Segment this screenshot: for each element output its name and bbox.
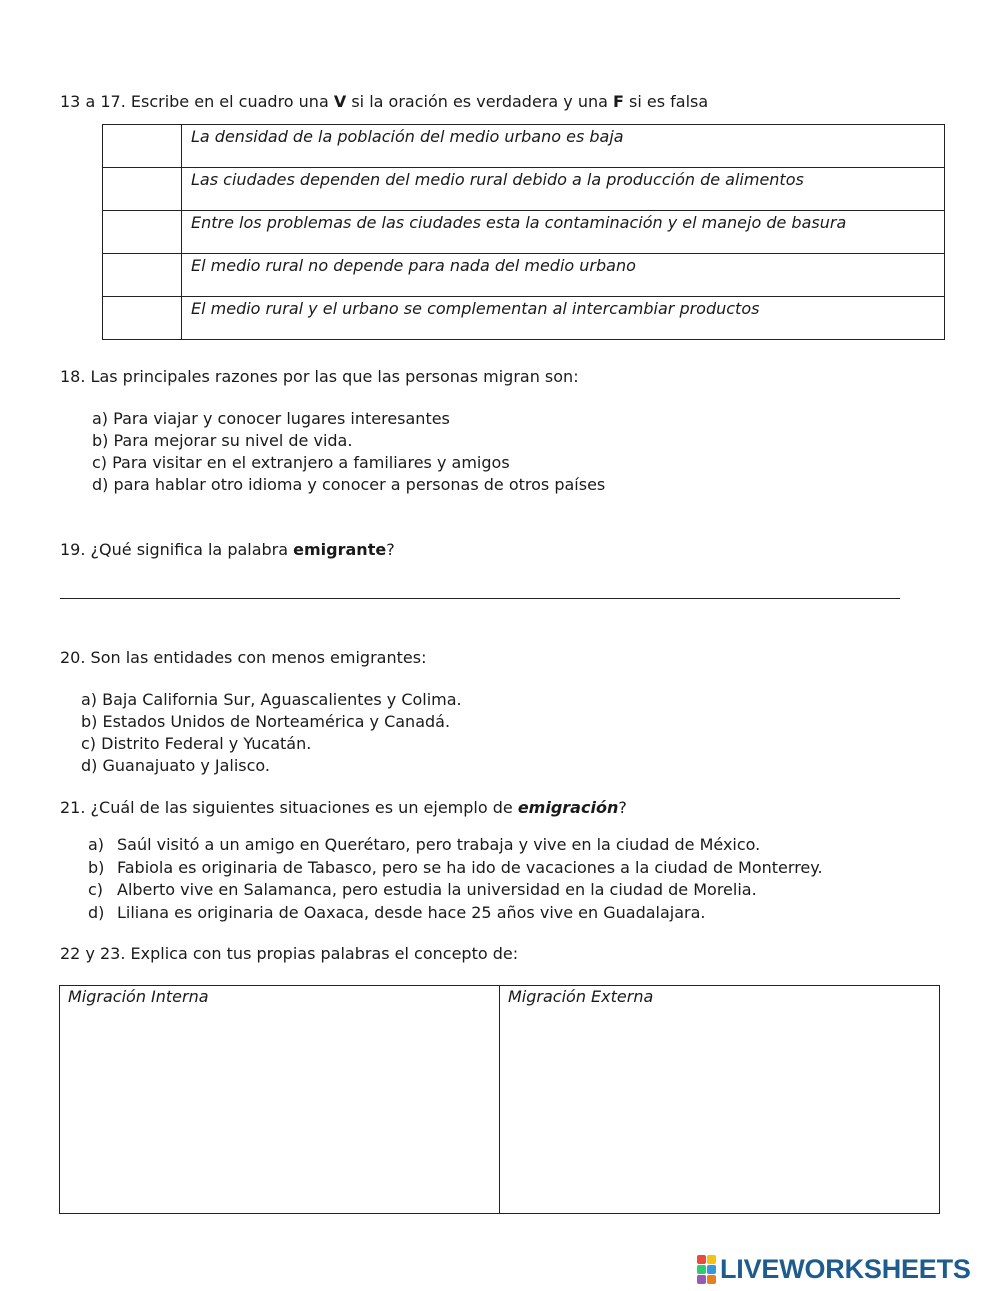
q18-option-c[interactable]: c) Para visitar en el extranjero a familiares y amigos [92, 453, 510, 472]
external-migration-label: Migración Externa [508, 987, 654, 1006]
q21-option-a[interactable]: a) Saúl visitó a un amigo en Querétaro, pero trabaja y vive en la ciudad de México. [88, 835, 761, 854]
q21-option-d[interactable]: d) Liliana es originaria de Oaxaca, desde hace 25 años vive en Guadalajara. [88, 902, 706, 922]
statement-16: El medio rural no depende para nada del medio urbano [182, 254, 945, 297]
migration-table [59, 985, 940, 1214]
logo-square [707, 1255, 716, 1264]
internal-migration-cell[interactable] [60, 986, 500, 1214]
q21-option-b[interactable]: b) Fabiola es originaria de Tabasco, pero se ha ido de vacaciones a la ciudad de Monterrey. [88, 857, 823, 877]
q20-question: 20. Son las entidades con menos emigrantes: [60, 648, 427, 667]
q20-option-a[interactable]: a) Baja California Sur, Aguascalientes y Colima. [81, 690, 462, 709]
answer-box-14[interactable] [103, 168, 182, 211]
logo-square [697, 1275, 706, 1284]
q18-option-a[interactable]: a) Para viajar y conocer lugares interesantes [92, 409, 450, 428]
q20-option-d[interactable]: d) Guanajuato y Jalisco. [81, 756, 271, 775]
table-row [103, 168, 945, 211]
internal-migration-label: Migración Interna [68, 987, 209, 1006]
q21-options [88, 835, 888, 925]
q22-23-question: 22 y 23. Explica con tus propias palabras el concepto de: [60, 944, 519, 963]
q20-option-c[interactable]: c) Distrito Federal y Yucatán. [81, 734, 312, 753]
statement-15: Entre los problemas de las ciudades esta la contaminación y el manejo de basura [182, 211, 945, 254]
table-row [103, 254, 945, 297]
logo-square [697, 1255, 706, 1264]
q18-options [92, 409, 792, 497]
q18-option-b[interactable]: b) Para mejorar su nivel de vida. [92, 431, 353, 450]
liveworksheets-logo [697, 1254, 971, 1284]
answer-box-16[interactable] [103, 254, 182, 297]
true-false-table [102, 124, 945, 340]
table-row [103, 297, 945, 340]
q18-question: 18. Las principales razones por las que las personas migran son: [60, 367, 579, 386]
logo-text: LIVEWORKSHEETS [720, 1253, 971, 1284]
statement-14: Las ciudades dependen del medio rural debido a la producción de alimentos [182, 168, 945, 211]
q13-17-instruction: 13 a 17. Escribe en el cuadro una V si la oración es verdadera y una F si es falsa [60, 92, 709, 111]
table-row [103, 125, 945, 168]
statement-17: El medio rural y el urbano se complementan al intercambiar productos [182, 297, 945, 340]
answer-box-17[interactable] [103, 297, 182, 340]
table-row [103, 211, 945, 254]
q21-option-c[interactable]: c) Alberto vive en Salamanca, pero estudia la universidad en la ciudad de Morelia. [88, 880, 757, 899]
logo-square [697, 1265, 706, 1274]
q19-question: 19. ¿Qué significa la palabra emigrante? [60, 540, 395, 559]
answer-box-15[interactable] [103, 211, 182, 254]
statement-13: La densidad de la población del medio urbano es baja [182, 125, 945, 168]
external-migration-cell[interactable] [500, 986, 940, 1214]
q21-question: 21. ¿Cuál de las siguientes situaciones es un ejemplo de emigración? [60, 798, 627, 817]
q19-answer-line[interactable] [60, 598, 900, 599]
answer-box-13[interactable] [103, 125, 182, 168]
q20-options [81, 690, 781, 778]
q20-option-b[interactable]: b) Estados Unidos de Norteamérica y Canadá. [81, 712, 451, 731]
logo-square [707, 1265, 716, 1274]
logo-square [707, 1275, 716, 1284]
logo-icon [697, 1255, 716, 1284]
q18-option-d[interactable]: d) para hablar otro idioma y conocer a personas de otros países [92, 475, 606, 494]
